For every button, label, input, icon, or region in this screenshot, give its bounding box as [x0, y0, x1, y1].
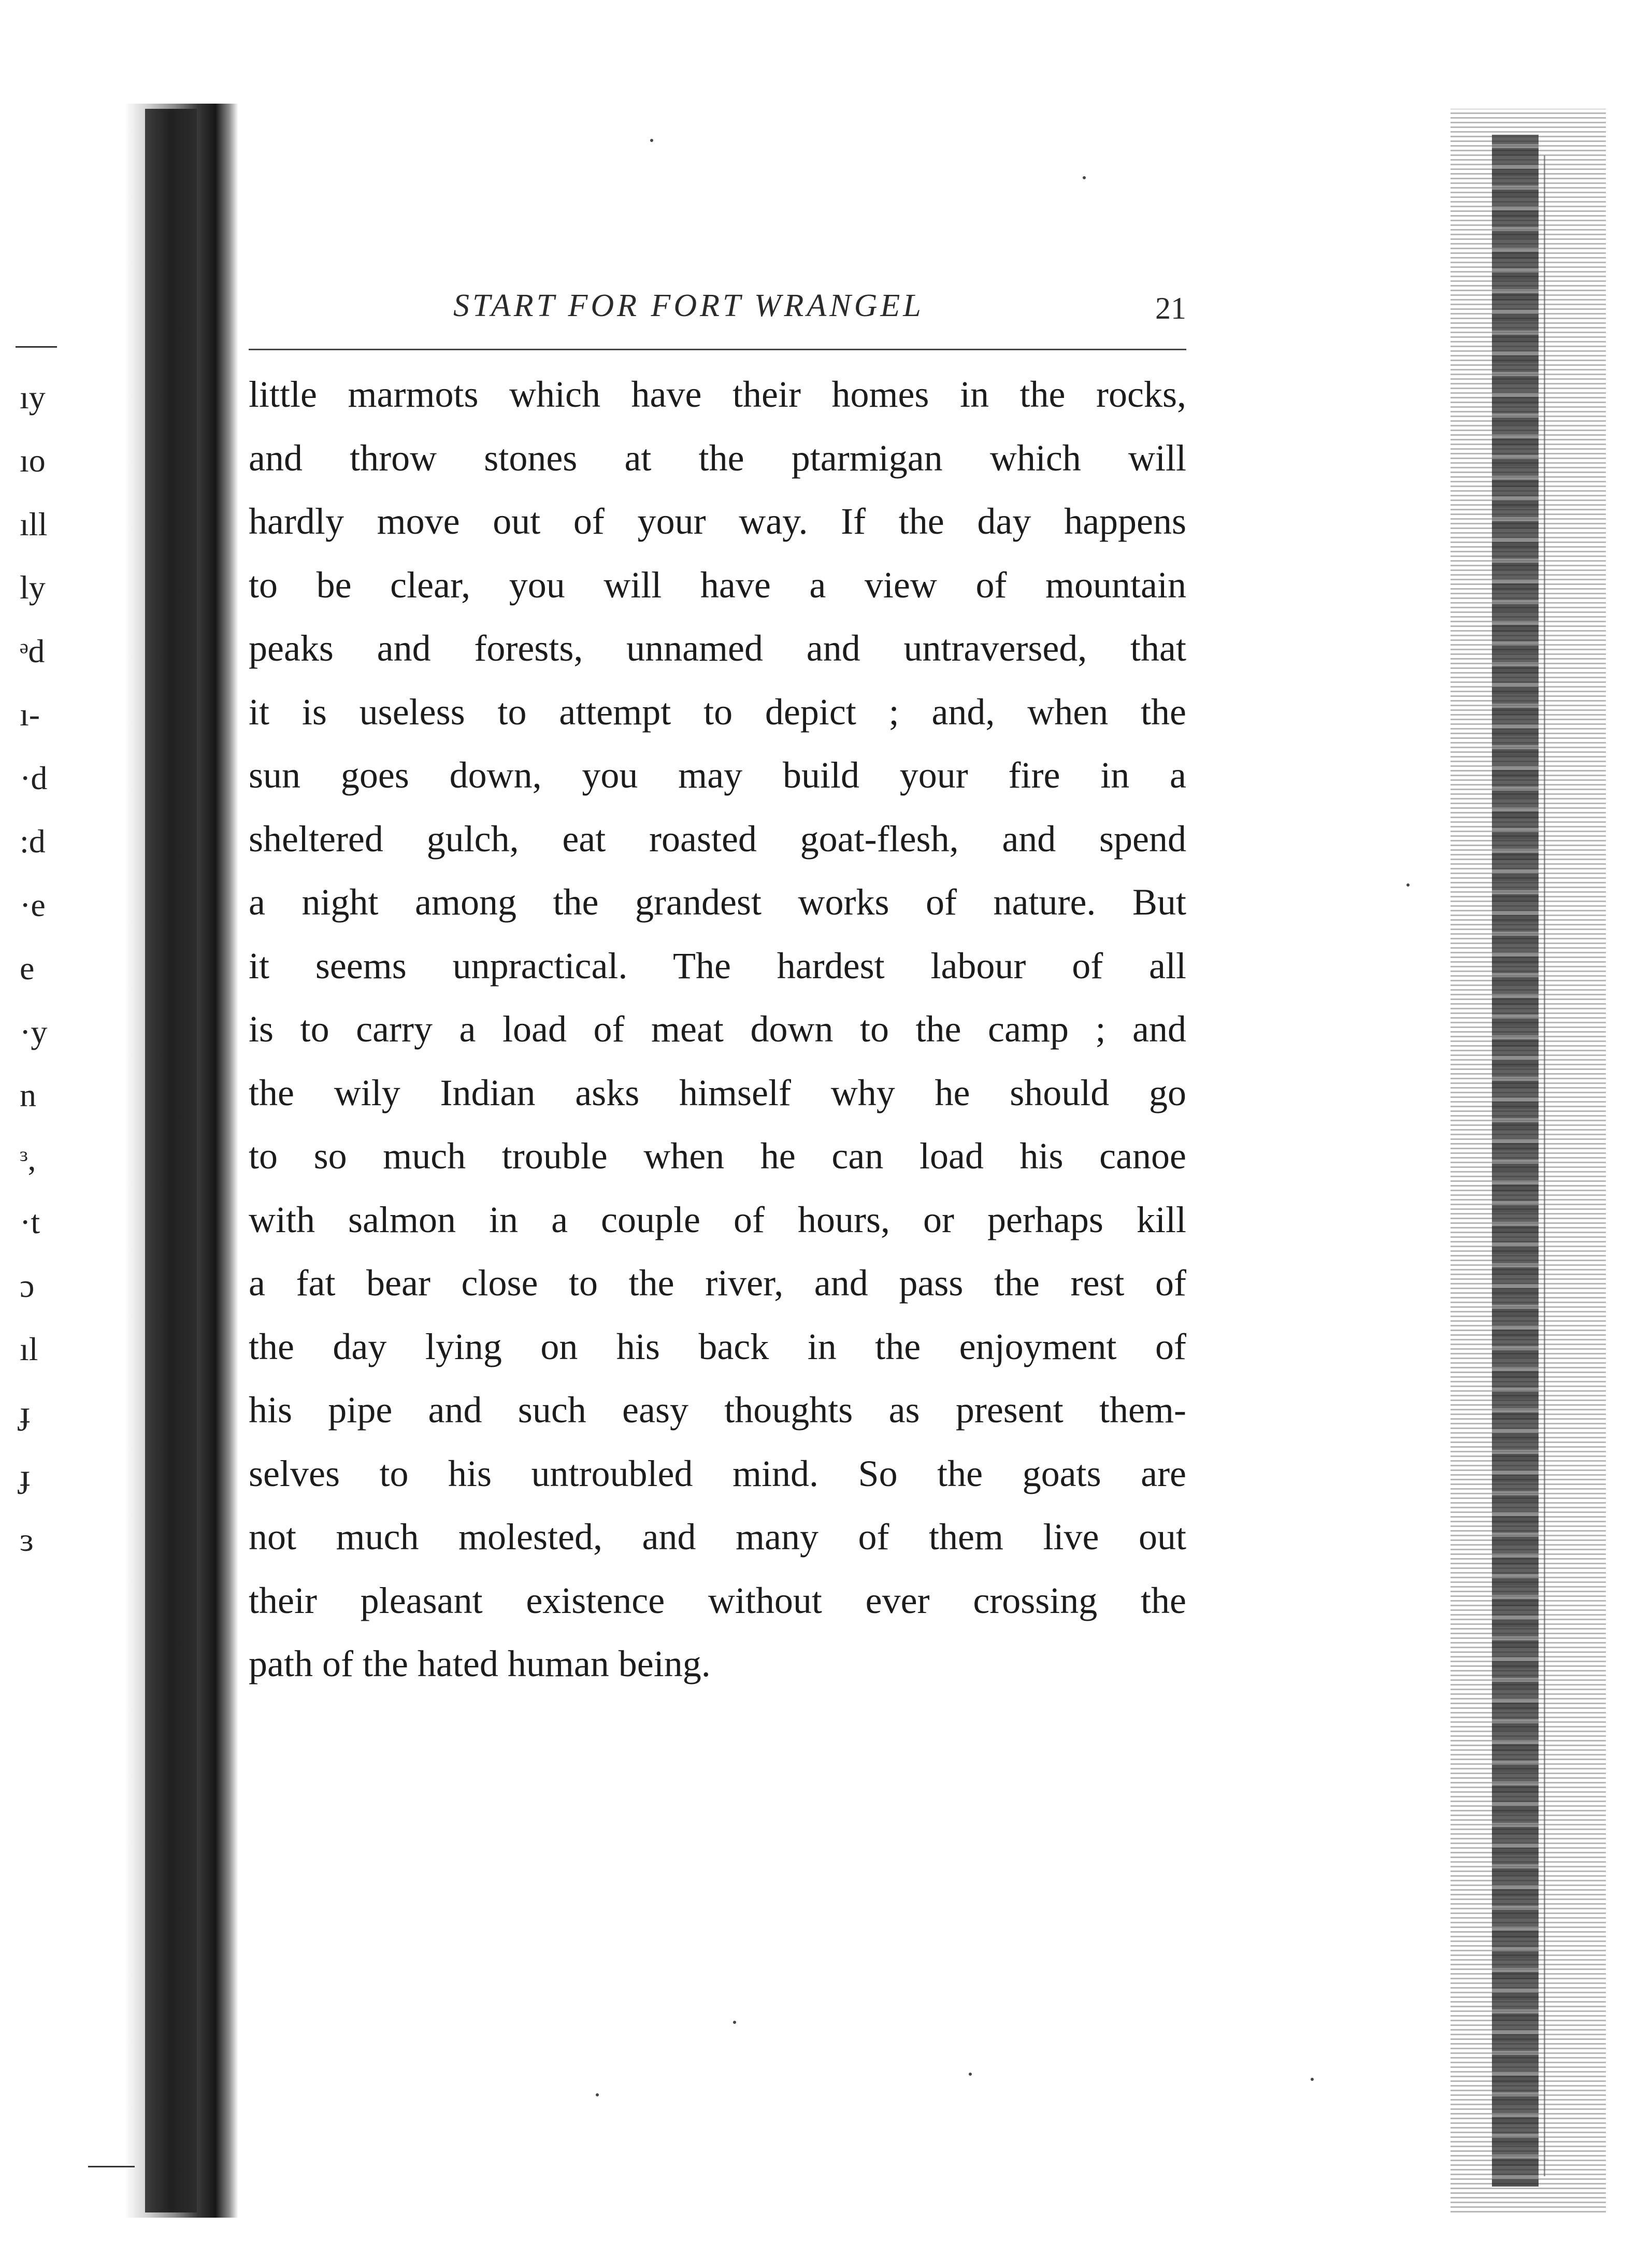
facing-page-fragment: ı- [20, 696, 40, 733]
running-head-title: START FOR FORT WRANGEL [453, 288, 924, 323]
facing-page-fragment: :d [20, 823, 46, 860]
facing-page-fragment: ıll [20, 506, 48, 542]
facing-page-fragment: ly [20, 569, 46, 606]
scan-speck [1311, 2078, 1314, 2081]
text-line: sun goes down, you may build your fire in a [249, 754, 1186, 796]
facing-page-fragment: ɟ [20, 1458, 31, 1494]
running-head-rule [249, 349, 1186, 350]
facing-page-fragment: ɜ [20, 1521, 34, 1558]
scan-speck [1083, 176, 1086, 179]
facing-page-fragment: ıo [20, 442, 46, 479]
text-line: little marmots which have their homes in the rocks, [249, 374, 1186, 415]
text-line: a fat bear close to the river, and pass the rest of [249, 1262, 1186, 1304]
facing-page-fragment: ·t [20, 1204, 40, 1240]
page-number: 21 [1155, 291, 1186, 325]
text-line: selves to his untroubled mind. So the goats are [249, 1452, 1186, 1494]
facing-page-fragment: ɔ [20, 1267, 35, 1304]
facing-page-fragment: e [20, 950, 35, 987]
next-page-edge-line [1544, 155, 1545, 2176]
scan-speck [969, 2073, 972, 2076]
text-line: peaks and forests, unnamed and untraversed, that [249, 627, 1186, 669]
facing-page-fragments [0, 0, 114, 2256]
body-text [249, 363, 1186, 1696]
facing-page-fragment: ıy [20, 379, 46, 416]
facing-page-fragment: n [20, 1077, 36, 1113]
text-line: is to carry a load of meat down to the camp ; and [249, 1008, 1186, 1050]
text-line: a night among the grandest works of nature. But [249, 881, 1186, 923]
scan-speck [650, 139, 653, 142]
facing-page-rule-top [16, 346, 57, 348]
text-line: and throw stones at the ptarmigan which will [249, 437, 1186, 479]
facing-page-fragment: ıl [20, 1331, 38, 1367]
binding-gutter [145, 109, 197, 2212]
scan-speck [596, 2093, 599, 2096]
text-line: the day lying on his back in the enjoyment of [249, 1325, 1186, 1367]
text-line: his pipe and such easy thoughts as present them- [249, 1389, 1186, 1431]
text-line: the wily Indian asks himself why he should go [249, 1072, 1186, 1113]
text-line: not much molested, and many of them live out [249, 1516, 1186, 1558]
text-line: their pleasant existence without ever crossing the [249, 1579, 1186, 1621]
text-line: to so much trouble when he can load his canoe [249, 1135, 1186, 1177]
text-line: hardly move out of your way. If the day happens [249, 501, 1186, 542]
facing-page-fragment: ·e [20, 887, 46, 923]
text-line: sheltered gulch, eat roasted goat-flesh, and spend [249, 818, 1186, 860]
facing-page-fragment: ·y [20, 1013, 48, 1050]
text-line: it is useless to attempt to depict ; and, when the [249, 691, 1186, 733]
scan-speck [1406, 883, 1410, 887]
text-line: with salmon in a couple of hours, or perhaps kill [249, 1198, 1186, 1240]
running-head [249, 288, 1186, 334]
text-line-last: path of the hated human being. [249, 1643, 711, 1684]
facing-page-fragment: ᵌ, [20, 1140, 36, 1177]
facing-page-fragment: ɟ [20, 1394, 31, 1431]
text-line: it seems unpractical. The hardest labour of all [249, 945, 1186, 987]
next-page-edge-print [1492, 135, 1539, 2187]
facing-page-fragment: ·d [20, 760, 48, 796]
text-line: to be clear, you will have a view of mountain [249, 564, 1186, 606]
scan-speck [733, 2021, 736, 2024]
facing-page-fragment: ᵊd [20, 633, 45, 669]
